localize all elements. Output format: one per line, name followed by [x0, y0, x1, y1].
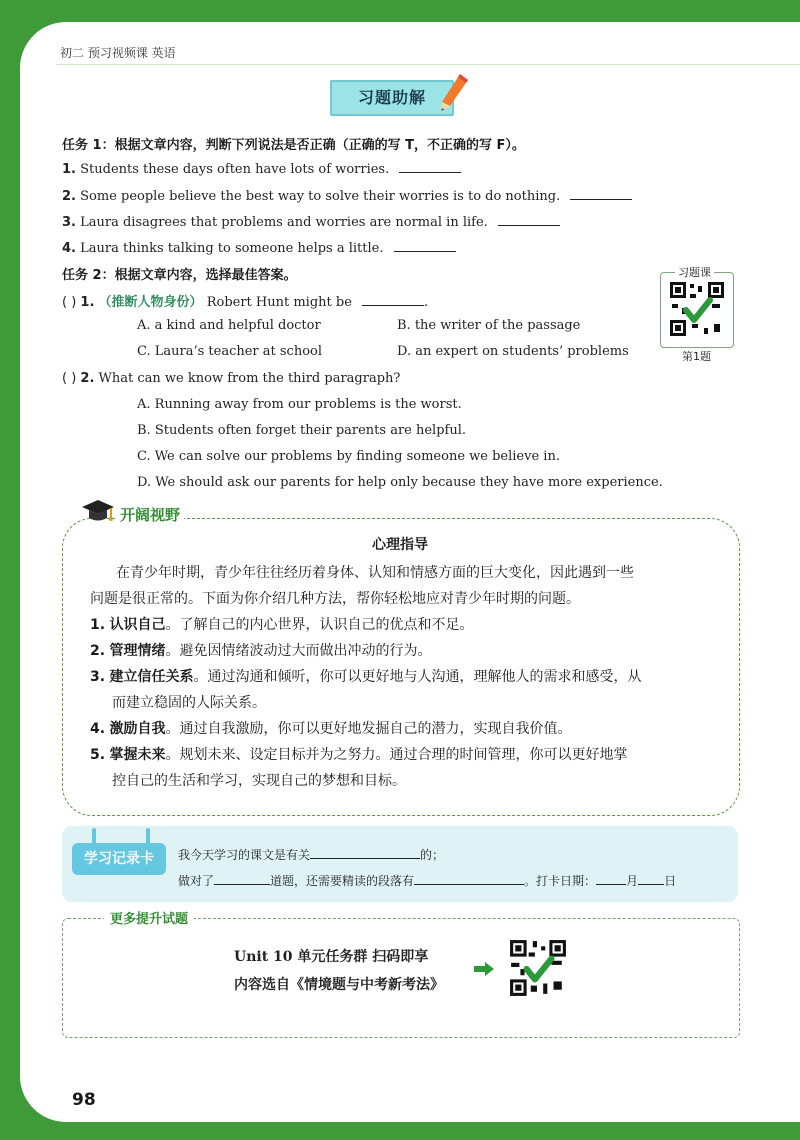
- month-blank[interactable]: [596, 872, 626, 885]
- answer-blank[interactable]: [394, 239, 456, 252]
- option-c: C. We can solve our problems by finding someone we believe in.: [137, 449, 560, 464]
- qr-code-icon[interactable]: [668, 280, 726, 338]
- task2-heading: 任务 2：根据文章内容，选择最佳答案。: [62, 268, 297, 283]
- option-a: A. Running away from our problems is the worst.: [137, 397, 462, 412]
- page-number: 98: [72, 1090, 96, 1110]
- hint-label: （推断人物身份）: [98, 295, 203, 310]
- option-b: B. Students often forget their parents are helpful.: [137, 423, 467, 438]
- intro-line: 在青少年时期，青少年往往经历着身体、认知和情感方面的巨大变化，因此遇到一些: [116, 565, 634, 581]
- arrow-right-icon: [474, 962, 494, 976]
- section-title: 习题助解: [330, 80, 454, 116]
- intro-line: 问题是很正常的。下面为你介绍几种方法，帮你轻松地应对青少年时期的问题。: [90, 591, 580, 607]
- tip-item: 4. 激励自我。通过自我激励，你可以更好地发掘自己的潜力，实现自我价值。: [90, 721, 572, 737]
- expand-label: 开阔视野: [116, 504, 184, 525]
- record-card-tag: 学习记录卡: [72, 843, 166, 875]
- header-label: 初二 预习视频课 英语: [60, 46, 176, 60]
- answer-blank[interactable]: [362, 293, 424, 306]
- graduation-cap-icon: [80, 498, 116, 526]
- topic-blank[interactable]: [310, 846, 420, 859]
- card-pin: [92, 828, 96, 844]
- tip-item: 3. 建立信任关系。通过沟通和倾听，你可以更好地与人沟通，理解他人的需求和感受，从: [90, 669, 642, 685]
- task1-item: 1. Students these days often have lots of worries.: [62, 160, 461, 177]
- option-d: D. an expert on students’ problems: [397, 344, 629, 359]
- option-b: B. the writer of the passage: [397, 318, 581, 333]
- record-line-1: 我今天学习的课文是有关 的；: [178, 848, 445, 862]
- guide-title: 心理指导: [372, 537, 428, 553]
- answer-blank[interactable]: [498, 213, 560, 226]
- option-c: C. Laura’s teacher at school: [137, 344, 323, 359]
- tip-item: 5. 掌握未来。规划未来、设定目标并为之努力。通过合理的时间管理，你可以更好地掌: [90, 747, 628, 763]
- option-a: A. a kind and helpful doctor: [137, 318, 321, 333]
- card-pin: [146, 828, 150, 844]
- answer-blank[interactable]: [399, 160, 461, 173]
- more-label: 更多提升试题: [104, 908, 194, 927]
- more-line-1: Unit 10 单元任务群 扫码即享: [234, 949, 429, 965]
- qr-code-icon[interactable]: [508, 938, 568, 998]
- tip-item-cont: 控自己的生活和学习，实现自己的梦想和目标。: [112, 773, 406, 789]
- pencil-icon: [438, 70, 472, 114]
- more-line-2: 内容选自《情境题与中考新考法》: [234, 977, 444, 993]
- task1-heading: 任务 1：根据文章内容，判断下列说法是否正确（正确的写 T，不正确的写 F）。: [62, 138, 525, 153]
- answer-blank[interactable]: [570, 187, 632, 200]
- record-line-2: 做对了 道题，还需要精读的段落有 。打卡日期： 月 日: [178, 874, 677, 888]
- question-1: ( ) 1. （推断人物身份） Robert Hunt might be .: [62, 295, 429, 310]
- answer-paren[interactable]: ( ): [62, 371, 77, 386]
- qr-top-label: 习题课: [675, 264, 714, 280]
- task1-item: 2. Some people believe the best way to solve their worries is to do nothing.: [62, 187, 632, 204]
- option-d: D. We should ask our parents for help only because they have more experience.: [137, 475, 663, 490]
- header-divider: [56, 64, 800, 65]
- paragraph-blank[interactable]: [414, 872, 524, 885]
- tip-item: 2. 管理情绪。避免因情绪波动过大而做出冲动的行为。: [90, 643, 432, 659]
- day-blank[interactable]: [638, 872, 664, 885]
- answer-paren[interactable]: ( ): [62, 295, 77, 310]
- task1-item: 3. Laura disagrees that problems and worries are normal in life.: [62, 213, 560, 230]
- count-blank[interactable]: [214, 872, 270, 885]
- tip-item: 1. 认识自己。了解自己的内心世界，认识自己的优点和不足。: [90, 617, 474, 633]
- qr-bottom-label: 第1题: [682, 350, 711, 363]
- tip-item-cont: 而建立稳固的人际关系。: [112, 695, 266, 711]
- question-2: ( ) 2. What can we know from the third paragraph?: [62, 371, 401, 386]
- task1-item: 4. Laura thinks talking to someone helps a little.: [62, 239, 456, 256]
